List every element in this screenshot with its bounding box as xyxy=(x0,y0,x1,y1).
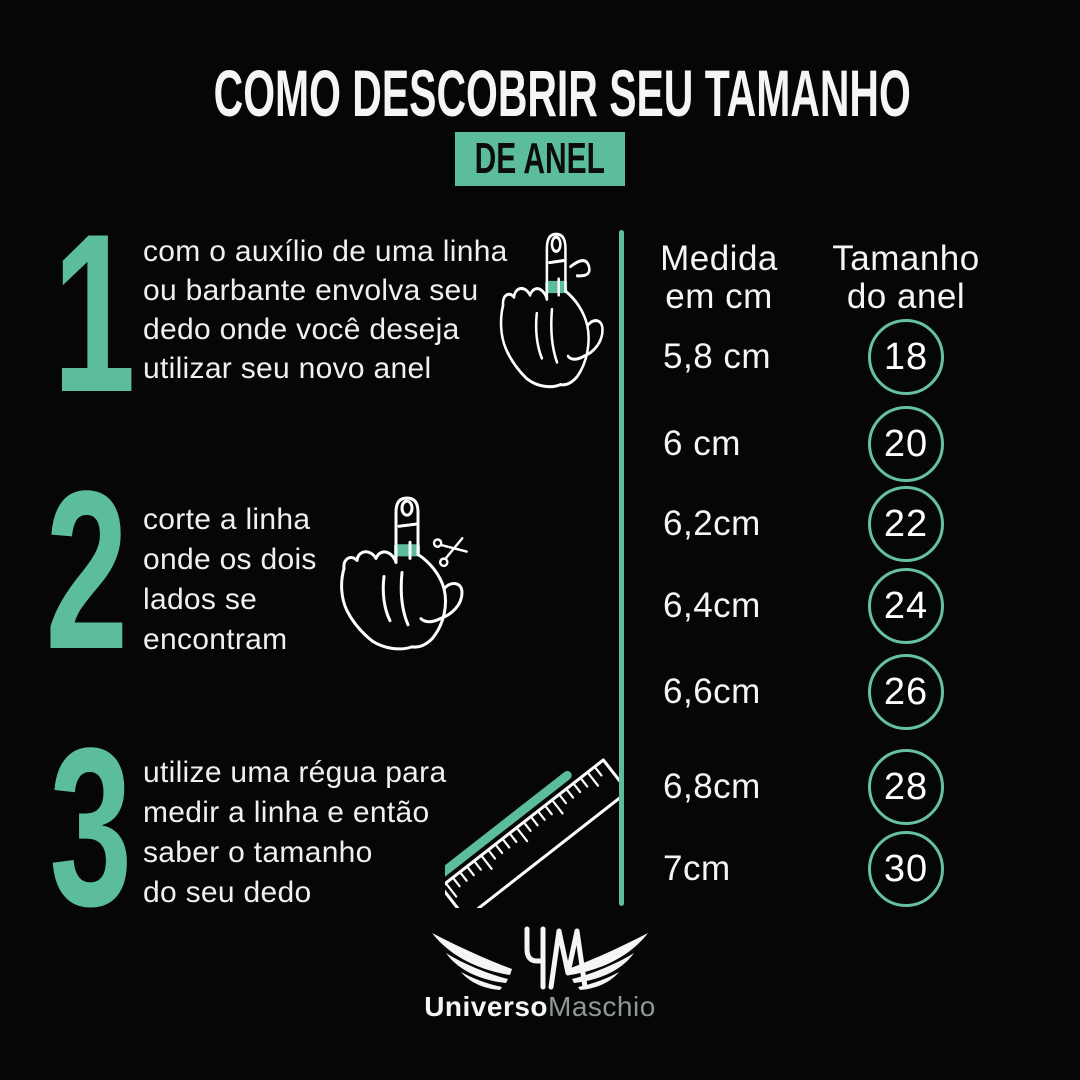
column-header-size-line: Tamanho xyxy=(832,239,980,278)
page-title-text: COMO DESCOBRIR SEU TAMANHO xyxy=(213,56,911,130)
step-3-text xyxy=(143,753,446,913)
wing-left-icon xyxy=(432,933,512,990)
ruler-icon xyxy=(445,758,620,908)
step-1-line: utilizar seu novo anel xyxy=(143,352,432,385)
ring-size-value: 18 xyxy=(883,335,929,378)
column-header-size-line: do anel xyxy=(846,277,966,316)
ring-size-value: 26 xyxy=(883,670,929,713)
ring-size-badge xyxy=(868,654,944,730)
table-divider-line xyxy=(619,230,624,906)
measure-value: 6,2cm xyxy=(663,504,761,543)
title-highlight-badge xyxy=(455,132,625,186)
title-highlight-wrap xyxy=(0,132,1080,186)
page-title xyxy=(0,58,1080,128)
measure-value: 6 cm xyxy=(663,424,741,463)
brand-name xyxy=(0,991,1080,1023)
ring-size-value: 30 xyxy=(883,847,929,890)
step-2-text xyxy=(143,500,317,660)
ring-size-value: 24 xyxy=(883,584,929,627)
column-header-size xyxy=(811,240,1001,316)
measure-value: 7cm xyxy=(663,849,731,888)
step-2-line: corte a linha xyxy=(143,503,311,536)
scissors-icon xyxy=(433,532,469,567)
column-header-measure-line: Medida xyxy=(660,239,778,278)
step-2-line: onde os dois xyxy=(143,543,317,576)
step-2-number xyxy=(42,443,157,697)
step-1-line: dedo onde você deseja xyxy=(143,313,460,346)
column-header-measure-line: em cm xyxy=(665,277,773,316)
step-2-line: lados se xyxy=(143,583,258,616)
measure-value: 5,8 cm xyxy=(663,337,772,376)
measure-value: 6,6cm xyxy=(663,672,761,711)
step-1-line: ou barbante envolva seu xyxy=(143,274,479,307)
ring-size-value: 20 xyxy=(883,422,929,465)
step-1-text xyxy=(143,232,508,388)
ring-size-badge xyxy=(868,749,944,825)
brand-name-bold: Universo xyxy=(424,991,549,1022)
ring-size-badge xyxy=(868,568,944,644)
svg-text:1: 1 xyxy=(52,186,136,440)
hand-with-string-icon xyxy=(498,228,616,406)
step-2-line: encontram xyxy=(143,623,288,656)
svg-text:3: 3 xyxy=(49,700,133,954)
brand-name-light: Maschio xyxy=(548,991,656,1022)
ring-size-value: 28 xyxy=(883,765,929,808)
ring-size-value: 22 xyxy=(883,502,929,545)
step-3-line: medir a linha e então xyxy=(143,796,430,829)
column-header-measure xyxy=(633,240,805,316)
hand-with-scissors-icon xyxy=(338,492,478,668)
step-3-line: utilize uma régua para xyxy=(143,756,447,789)
universo-maschio-logo xyxy=(430,925,650,995)
step-3-line: do seu dedo xyxy=(143,876,312,909)
step-1-line: com o auxílio de uma linha xyxy=(143,235,508,268)
ring-size-badge xyxy=(868,319,944,395)
ring-size-badge xyxy=(868,406,944,482)
title-highlight-text: DE ANEL xyxy=(474,134,606,183)
ring-size-badge xyxy=(868,486,944,562)
svg-text:2: 2 xyxy=(45,443,129,697)
measure-value: 6,8cm xyxy=(663,767,761,806)
step-3-line: saber o tamanho xyxy=(143,836,373,869)
measure-value: 6,4cm xyxy=(663,586,761,625)
ring-size-badge xyxy=(868,831,944,907)
